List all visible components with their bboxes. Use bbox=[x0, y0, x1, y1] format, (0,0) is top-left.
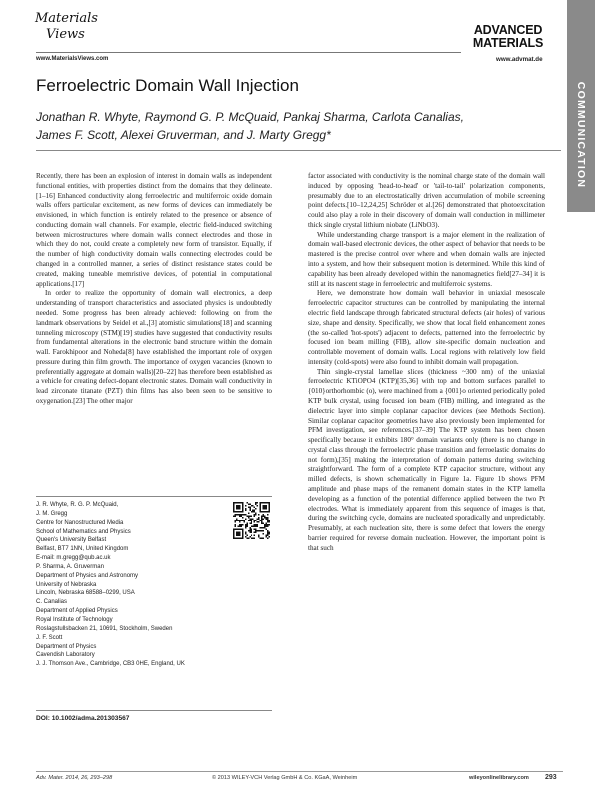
affiliation-line: Belfast, BT7 1NN, United Kingdom bbox=[36, 546, 129, 553]
paragraph: In order to realize the opportunity of domain wall electronics, a deep understanding of transport characteristics and associated physics is undoubtedly needed. Some progress has been already achieved: following on from the landmark observations by Seidel et al.,[3] atomistic simulations[18] and scanning tunneling microscopy (STM)[19] studies have suggested that conductivity results from fundamental alterations in the electronic band structure within the domain wall. Farokhipoor and Noheda[8] have established the important role of oxygen pressure during thin film growth. The importance of oxygen vacancies (known to preferentially aggregate at domain walls)[20–22] has therefore been established as a vehicle for creating defect-dopant electronic states. Domain wall conductivity in lead zirconate titanate (PZT) thin films has also been seen to be sensitive to oxygenation.[23] The other major bbox=[36, 289, 272, 405]
footer-rule bbox=[36, 771, 563, 772]
logo-mv-line1: Materials bbox=[35, 11, 98, 26]
logo-mv-line2: Views bbox=[46, 27, 85, 42]
paragraph: While understanding charge transport is a major element in the realization of domain wall-based electronic devices, the other aspect of behavior that needs to be mastered is the precise control over where and when domain walls are injected into a system, and how their subsequent motion is determined. While this kind of capability has been already developed within the nanomagnetics field[27–34] it is still at its nascent stage in ferroelectric and multiferroic systems. bbox=[308, 230, 545, 288]
article-title: Ferroelectric Domain Wall Injection bbox=[36, 76, 299, 95]
affiliation-line: P. Sharma, A. Gruverman bbox=[36, 563, 104, 570]
section-tab bbox=[567, 0, 595, 212]
section-tab-label: COMMUNICATION bbox=[575, 81, 587, 189]
materials-views-logo bbox=[34, 8, 98, 44]
doi-rule bbox=[36, 710, 272, 711]
journal-logo-line1: ADVANCED bbox=[473, 23, 543, 37]
title-rule bbox=[36, 150, 561, 151]
affiliation-line: J. F. Scott bbox=[36, 634, 63, 641]
paragraph: Here, we demonstrate how domain wall behavior in uniaxial mesoscale ferroelectric capacitor structures can be controlled by manipulating the internal electric field landscape through fabricated structural defects (air holes) of various size, shape and density. Specifically, we show that local field enhancement zones (the so-called 'hot-spots') adjacent to defects, patterned into the ferroelectric by focused ion beam milling (FIB), allow site-specific domain nucleation and controllable movement of domain walls. Local regions with relatively low field intensity (cold-spots) were also found to inhibit domain wall propagation. bbox=[308, 289, 545, 366]
paragraph: Recently, there has been an explosion of interest in domain walls as independent functional entities, with properties distinct from the domains that they delineate.[1–16] Enhanced conductivity along ferroelectric and multiferroic oxide domain walls offers particular excitement, as new forms of devices can immediately be envisioned, in which function is entirely related to the presence or absence of conducting domain wall channels. For example, electric field-induced switching between microstructures where domain walls connect electrodes and those in which they do not, could create a completely new form of transistor. Equally, if the number of high conductivity domain walls connecting electrodes could be changed in a controlled manner, a series of distinct resistance states could be created, making tuneable memristive devices, of potential in computational applications.[17] bbox=[36, 172, 272, 288]
affiliation-line: Centre for Nanostructured Media bbox=[36, 519, 124, 526]
footer-site[interactable]: wileyonlinelibrary.com bbox=[469, 775, 529, 781]
affiliation-rule bbox=[36, 496, 272, 497]
paragraph: factor associated with conductivity is the nominal charge state of the domain wall induced by opposing 'head-to-head' or 'tail-to-tail' polarization components, presumably due to an electrostatically driven accumulation of mobile screening point defects.[10–12,24,25] Schröder et al.[26] demonstrated that photoexcitation could also play a role in their discovery of domain wall conduction in millimeter thick single crystal lithium niobate (LiNbO3). bbox=[308, 172, 545, 229]
authors-line-1: Jonathan R. Whyte, Raymond G. P. McQuaid, Pankaj Sharma, Carlota Canalias, bbox=[36, 110, 464, 124]
header-rule bbox=[36, 52, 461, 53]
affiliation-line: Roslagstullsbacken 21, 10691, Stockholm, Sweden bbox=[36, 625, 173, 632]
body-column-left bbox=[36, 172, 272, 407]
paragraph: Thin single-crystal lamellae slices (thickness ~300 nm) of the uniaxial ferroelectric KTiOPO4 (KTP)[35,36] with top and bottom surfaces parallel to {010}orthorhombic (o), were machined from a {001}o oriented periodically poled KTP bulk crystal, using focused ion beam (FIB) milling, and integrated as the dielectric layer into simple coplanar capacitor devices (see Methods Section). Similar coplanar capacitor geometries have also previously been implemented for PFM investigation, see references.[37–39] The KTP system has been chosen specifically because it exhibits 180° domain variants only (there is no change in crystal class through the ferroelectric phase transition and ferroelastic domains do not form),[35] making the interpretation of domain patterns during switching straightforward. The form of a complete KTP capacitor structure, without any milled defects, is shown schematically in Figure 1a. Figure 1b shows PFM amplitude and phase maps of the remanent domain states in the KTP lamella developing as a function of the potential difference applied between the two Pt electrodes. What is immediately apparent from this sequence of images is that, during the switching cycle, domains are nucleated sporadically and unpredictably. Presumably, at each nucleation site, there is some defect that lowers the energy barrier required for reverse domain nucleation. However, the important point is that such bbox=[308, 367, 545, 552]
affiliation-line: Cavendish Laboratory bbox=[36, 652, 95, 659]
author-list bbox=[36, 108, 536, 144]
affiliation-line: Royal Institute of Technology bbox=[36, 616, 113, 623]
advanced-materials-logo bbox=[468, 24, 548, 49]
affiliation-line: Department of Applied Physics bbox=[36, 608, 118, 615]
affiliation-line: Department of Physics and Astronomy bbox=[36, 572, 139, 579]
advmat-url[interactable]: www.advmat.de bbox=[496, 56, 543, 63]
affiliation-line: J. M. Gregg bbox=[36, 510, 68, 517]
affiliation-line: Lincoln, Nebraska 68588–0299, USA bbox=[36, 590, 135, 597]
body-column-right bbox=[308, 172, 545, 553]
affiliation-line: J. R. Whyte, R. G. P. McQuaid, bbox=[36, 502, 119, 508]
page-number: 293 bbox=[545, 774, 557, 781]
affiliation-line: J. J. Thomson Ave., Cambridge, CB3 0HE, England, UK bbox=[36, 661, 185, 668]
affiliation-line: Queen's University Belfast bbox=[36, 537, 107, 544]
materials-views-url[interactable]: www.MaterialsViews.com bbox=[36, 56, 109, 62]
affiliation-line: School of Mathematics and Physics bbox=[36, 528, 131, 535]
qr-code-icon[interactable] bbox=[233, 502, 270, 539]
footer-citation: Adv. Mater. 2014, 26, 293–298 bbox=[36, 775, 113, 781]
doi[interactable]: DOI: 10.1002/adma.201303567 bbox=[36, 715, 130, 722]
affiliation-line: Department of Physics bbox=[36, 643, 97, 650]
journal-logo-line2: MATERIALS bbox=[472, 35, 544, 50]
authors-line-2: James F. Scott, Alexei Gruverman, and J. Marty Gregg* bbox=[36, 128, 331, 142]
affiliation-line: University of Nebraska bbox=[36, 581, 97, 588]
affiliation-line: E-mail: m.gregg@qub.ac.uk bbox=[36, 555, 111, 562]
affiliations bbox=[36, 501, 206, 669]
affiliation-line: C. Canalias bbox=[36, 599, 68, 606]
footer-copyright: © 2013 WILEY-VCH Verlag GmbH & Co. KGaA, Weinheim bbox=[212, 775, 358, 781]
